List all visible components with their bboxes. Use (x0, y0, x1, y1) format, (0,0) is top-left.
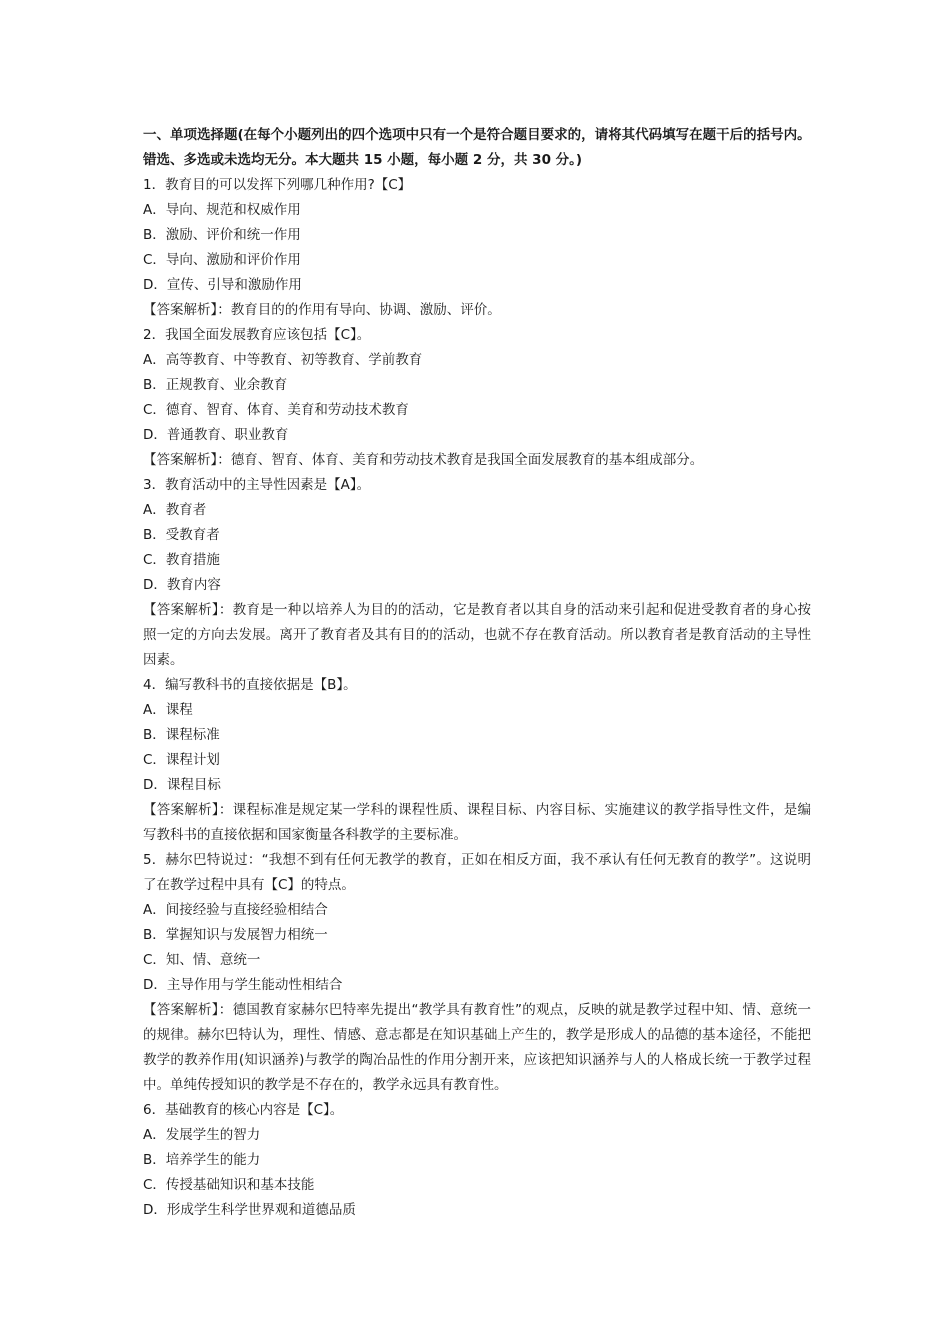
option-a: A．课程 (143, 702, 193, 718)
question-1 (143, 173, 811, 323)
question-stem: 1．教育目的可以发挥下列哪几种作用?【C】 (143, 177, 412, 193)
option-a: A．发展学生的智力 (143, 1127, 261, 1143)
question-6 (143, 1098, 811, 1223)
option-d: D．主导作用与学生能动性相结合 (143, 977, 343, 993)
section-heading: 一、单项选择题(在每个小题列出的四个选项中只有一个是符合题目要求的，请将其代码填写在题干后的括号内。错选、多选或未选均无分。本大题共 15 小题，每小题 2 分，共 30 分。) (143, 127, 811, 168)
option-c: C．德育、智育、体育、美育和劳动技术教育 (143, 402, 409, 418)
option-b: B．培养学生的能力 (143, 1152, 261, 1168)
option-c: C．教育措施 (143, 552, 220, 568)
question-stem: 5．赫尔巴特说过：“我想不到有任何无教学的教育，正如在相反方面，我不承认有任何无教育的教学”。这说明了在教学过程中具有【C】的特点。 (143, 852, 811, 893)
option-b: B．掌握知识与发展智力相统一 (143, 927, 328, 943)
answer-analysis: 【答案解析】：教育是一种以培养人为目的的活动，它是教育者以其自身的活动来引起和促进受教育者的身心按照一定的方向去发展。离开了教育者及其有目的的活动，也就不存在教育活动。所以教育者是教育活动的主导性因素。 (143, 602, 811, 668)
option-a: A．导向、规范和权威作用 (143, 202, 301, 218)
option-c: C．课程计划 (143, 752, 220, 768)
option-b: B．正规教育、业余教育 (143, 377, 288, 393)
option-a: A．高等教育、中等教育、初等教育、学前教育 (143, 352, 423, 368)
option-b: B．激励、评价和统一作用 (143, 227, 301, 243)
answer-analysis: 【答案解析】：教育目的的作用有导向、协调、激励、评价。 (143, 302, 501, 318)
question-stem: 2．我国全面发展教育应该包括【C】。 (143, 327, 371, 343)
answer-analysis: 【答案解析】：德国教育家赫尔巴特率先提出“教学具有教育性”的观点，反映的就是教学过程中知、情、意统一的规律。赫尔巴特认为，理性、情感、意志都是在知识基础上产生的，教学是形成人的品德的基本途径，不能把教学的教养作用(知识涵养)与教学的陶冶品性的作用分割开来，应该把知识涵养与人的人格成长统一于教学过程中。单纯传授知识的教学是不存在的，教学永远具有教育性。 (143, 1002, 811, 1093)
question-stem: 6．基础教育的核心内容是【C】。 (143, 1102, 344, 1118)
option-b: B．课程标准 (143, 727, 220, 743)
question-stem: 3．教育活动中的主导性因素是【A】。 (143, 477, 371, 493)
question-5 (143, 848, 811, 1098)
option-a: A．间接经验与直接经验相结合 (143, 902, 328, 918)
option-d: D．普通教育、职业教育 (143, 427, 289, 443)
option-c: C．传授基础知识和基本技能 (143, 1177, 315, 1193)
option-c: C．导向、激励和评价作用 (143, 252, 301, 268)
question-stem: 4．编写教科书的直接依据是【B】。 (143, 677, 357, 693)
answer-analysis: 【答案解析】：德育、智育、体育、美育和劳动技术教育是我国全面发展教育的基本组成部分。 (143, 452, 704, 468)
option-d: D．教育内容 (143, 577, 221, 593)
question-2 (143, 323, 811, 473)
option-b: B．受教育者 (143, 527, 220, 543)
option-c: C．知、情、意统一 (143, 952, 261, 968)
option-a: A．教育者 (143, 502, 207, 518)
question-3 (143, 473, 811, 673)
answer-analysis: 【答案解析】：课程标准是规定某一学科的课程性质、课程目标、内容目标、实施建议的教学指导性文件，是编写教科书的直接依据和国家衡量各科教学的主要标准。 (143, 802, 811, 843)
document-page (143, 123, 811, 1223)
question-4 (143, 673, 811, 848)
option-d: D．形成学生科学世界观和道德品质 (143, 1202, 356, 1218)
option-d: D．宣传、引导和激励作用 (143, 277, 302, 293)
option-d: D．课程目标 (143, 777, 221, 793)
